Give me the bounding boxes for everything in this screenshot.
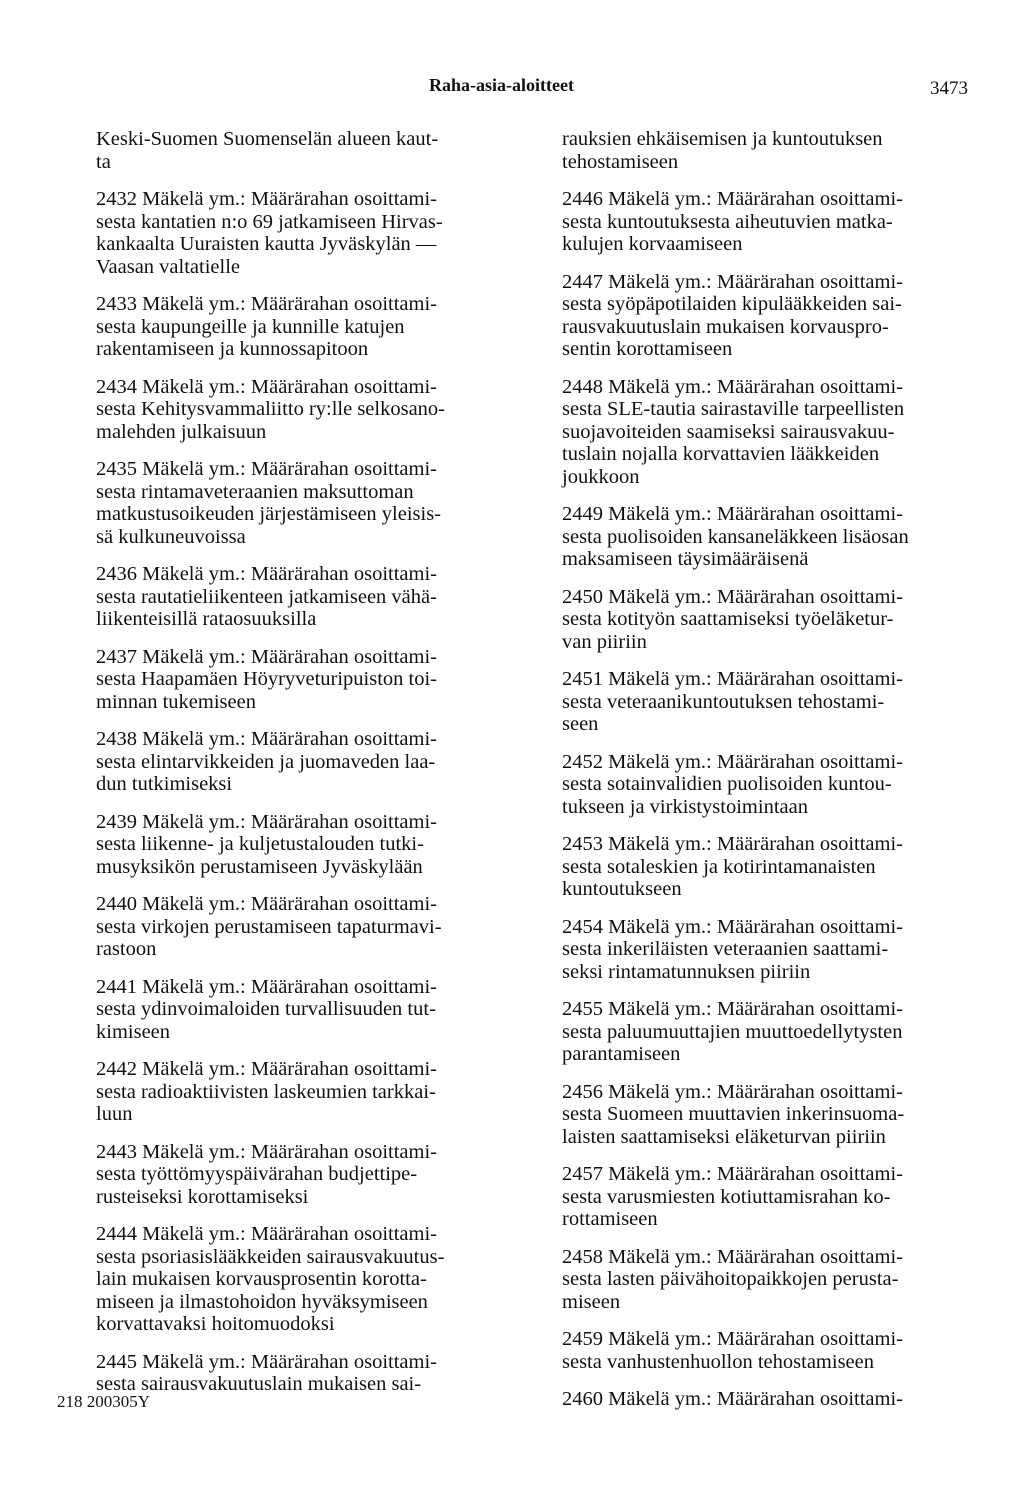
right-column: [562, 128, 978, 1426]
text-line: kulujen korvaamiseen: [562, 233, 743, 255]
text-line: liikenteisillä rataosuuksilla: [96, 608, 317, 630]
motion-entry: [562, 1081, 978, 1149]
text-line: luun: [96, 1103, 133, 1125]
text-line: malehden julkaisuun: [96, 420, 267, 443]
footer-printer-mark: 218 200305Y: [57, 1392, 151, 1411]
text-line: 2454 Mäkelä ym.: Määrärahan osoittami-: [562, 915, 903, 938]
text-line: ta: [96, 150, 111, 173]
motion-entry: [96, 728, 512, 796]
text-line: kankaalta Uuraisten kautta Jyväskylän —: [96, 233, 437, 255]
text-line: 2433 Mäkelä ym.: Määrärahan osoittami-: [96, 293, 437, 315]
page-number: 3473: [930, 78, 968, 99]
text-line: tukseen ja virkistystoimintaan: [562, 795, 808, 818]
text-line: sesta työttömyyspäivärahan budjettipe-: [96, 1163, 418, 1185]
text-line: rakentamiseen ja kunnossapitoon: [96, 338, 369, 360]
motion-entry: [562, 751, 978, 819]
text-line: 2440 Mäkelä ym.: Määrärahan osoittami-: [96, 893, 437, 915]
motion-entry: [96, 1351, 512, 1396]
text-line: 2449 Mäkelä ym.: Määrärahan osoittami-: [562, 503, 903, 525]
text-line: 2438 Mäkelä ym.: Määrärahan osoittami-: [96, 728, 437, 750]
text-line: miseen: [562, 1290, 621, 1313]
text-line: sesta sairausvakuutuslain mukaisen sai-: [96, 1373, 422, 1395]
text-line: rastoon: [96, 938, 157, 960]
text-line: 2451 Mäkelä ym.: Määrärahan osoittami-: [562, 668, 903, 690]
text-line: sesta ydinvoimaloiden turvallisuuden tut-: [96, 998, 436, 1020]
motion-entry: [562, 188, 978, 256]
text-line: 2443 Mäkelä ym.: Määrärahan osoittami-: [96, 1140, 437, 1163]
text-line: Vaasan valtatielle: [96, 255, 241, 278]
text-line: 2456 Mäkelä ym.: Määrärahan osoittami-: [562, 1080, 903, 1103]
text-line: sesta Haapamäen Höyryveturipuiston toi-: [96, 668, 438, 690]
text-line: sesta kuntoutuksesta aiheutuvien matka-: [562, 210, 893, 233]
text-line: suojavoiteiden saamiseksi sairausvakuu-: [562, 420, 895, 443]
text-line: sesta sotaleskien ja kotirintamanaisten: [562, 855, 876, 878]
text-line: rusteiseksi korottamiseksi: [96, 1185, 309, 1208]
motion-entry: [96, 376, 512, 444]
text-line: 2445 Mäkelä ym.: Määrärahan osoittami-: [96, 1350, 437, 1373]
text-line: 2452 Mäkelä ym.: Määrärahan osoittami-: [562, 750, 903, 773]
text-line: Keski-Suomen Suomenselän alueen kaut-: [96, 128, 439, 150]
text-line: sesta paluumuuttajien muuttoedellytysten: [562, 1020, 903, 1043]
text-line: sesta Suomeen muuttavien inkerinsuoma-: [562, 1103, 905, 1125]
text-line: sentin korottamiseen: [562, 338, 733, 360]
motion-entry: [562, 376, 978, 489]
text-line: korvattavaksi hoitomuodoksi: [96, 1313, 335, 1335]
left-column: [96, 128, 512, 1411]
text-line: 2447 Mäkelä ym.: Määrärahan osoittami-: [562, 270, 903, 293]
text-line: 2435 Mäkelä ym.: Määrärahan osoittami-: [96, 458, 437, 480]
text-line: sesta inkeriläisten veteraanien saattami-: [562, 938, 889, 960]
motion-entry: [562, 998, 978, 1066]
motion-entry: [96, 976, 512, 1044]
motion-entry: [562, 833, 978, 901]
running-header: Raha-asia-aloitteet: [429, 75, 574, 95]
text-line: 2444 Mäkelä ym.: Määrärahan osoittami-: [96, 1223, 437, 1245]
motion-entry: [562, 271, 978, 361]
motion-entry: [562, 503, 978, 571]
text-line: sesta Kehitysvammaliitto ry:lle selkosano-: [96, 398, 446, 420]
text-line: rauksien ehkäisemisen ja kuntoutuksen: [562, 128, 883, 150]
text-line: sesta sotainvalidien puolisoiden kuntou-: [562, 773, 892, 795]
text-line: minnan tukemiseen: [96, 690, 256, 713]
text-line: sesta puolisoiden kansaneläkkeen lisäosan: [562, 525, 909, 548]
text-line: 2458 Mäkelä ym.: Määrärahan osoittami-: [562, 1245, 903, 1268]
motion-entry: [562, 916, 978, 984]
text-line: sesta kantatien n:o 69 jatkamiseen Hirvas-: [96, 210, 443, 233]
text-line: lain mukaisen korvausprosentin korotta-: [96, 1268, 427, 1290]
motion-entry: [562, 586, 978, 654]
text-line: sesta syöpäpotilaiden kipulääkkeiden sai-: [562, 293, 902, 315]
text-line: 2460 Mäkelä ym.: Määrärahan osoittami-: [562, 1388, 903, 1410]
motion-entry: [96, 1058, 512, 1126]
motion-entry: [96, 128, 512, 173]
text-line: 2434 Mäkelä ym.: Määrärahan osoittami-: [96, 375, 437, 398]
text-line: 2453 Mäkelä ym.: Määrärahan osoittami-: [562, 833, 903, 855]
text-line: 2441 Mäkelä ym.: Määrärahan osoittami-: [96, 975, 437, 998]
text-line: 2459 Mäkelä ym.: Määrärahan osoittami-: [562, 1328, 903, 1350]
motion-entry: [562, 1163, 978, 1231]
motion-entry: [96, 563, 512, 631]
text-line: kuntoutukseen: [562, 878, 682, 900]
text-line: sä kulkuneuvoissa: [96, 525, 246, 548]
text-line: rottamiseen: [562, 1208, 658, 1230]
motion-entry: [96, 646, 512, 714]
text-line: 2457 Mäkelä ym.: Määrärahan osoittami-: [562, 1163, 903, 1185]
text-line: maksamiseen täysimääräisenä: [562, 548, 809, 570]
motion-entry: [562, 1246, 978, 1314]
text-line: joukkoon: [562, 465, 640, 488]
text-line: seksi rintamatunnuksen piiriin: [562, 960, 811, 983]
motion-entry: [96, 188, 512, 278]
text-line: sesta veteraanikuntoutuksen tehostami-: [562, 690, 885, 713]
text-line: sesta vanhustenhuollon tehostamiseen: [562, 1350, 874, 1373]
motion-entry: [562, 128, 978, 173]
text-line: sesta liikenne- ja kuljetustalouden tutki-: [96, 833, 424, 855]
text-line: sesta SLE-tautia sairastaville tarpeellisten: [562, 398, 905, 420]
text-line: matkustusoikeuden järjestämiseen yleisis-: [96, 503, 442, 525]
text-line: sesta rintamaveteraanien maksuttoman: [96, 480, 414, 503]
motion-entry: [96, 293, 512, 361]
motion-entry: [96, 458, 512, 548]
text-line: 2437 Mäkelä ym.: Määrärahan osoittami-: [96, 645, 437, 668]
text-line: sesta virkojen perustamiseen tapaturmavi-: [96, 915, 442, 938]
text-line: 2446 Mäkelä ym.: Määrärahan osoittami-: [562, 188, 903, 210]
text-line: musyksikön perustamiseen Jyväskylään: [96, 855, 423, 878]
text-line: 2448 Mäkelä ym.: Määrärahan osoittami-: [562, 375, 903, 398]
text-line: sesta psoriasislääkkeiden sairausvakuutus-: [96, 1245, 445, 1268]
motion-entry: [562, 1388, 978, 1411]
text-line: sesta varusmiesten kotiuttamisrahan ko-: [562, 1185, 891, 1208]
text-line: 2436 Mäkelä ym.: Määrärahan osoittami-: [96, 563, 437, 585]
motion-entry: [96, 1141, 512, 1209]
motion-entry: [96, 893, 512, 961]
text-line: dun tutkimiseksi: [96, 773, 233, 795]
motion-entry: [96, 1223, 512, 1336]
text-line: sesta elintarvikkeiden ja juomaveden laa-: [96, 750, 436, 773]
text-line: laisten saattamiseksi eläketurvan piiriin: [562, 1125, 886, 1148]
text-line: seen: [562, 713, 599, 735]
text-line: 2442 Mäkelä ym.: Määrärahan osoittami-: [96, 1058, 437, 1080]
text-line: 2450 Mäkelä ym.: Määrärahan osoittami-: [562, 585, 903, 608]
text-line: rausvakuutuslain mukaisen korvauspro-: [562, 315, 889, 338]
text-line: van piiriin: [562, 630, 647, 653]
text-line: sesta kaupungeille ja kunnille katujen: [96, 315, 405, 338]
text-line: tehostamiseen: [562, 150, 679, 173]
text-line: sesta radioaktiivisten laskeumien tarkkai-: [96, 1080, 436, 1103]
text-line: 2432 Mäkelä ym.: Määrärahan osoittami-: [96, 188, 437, 210]
motion-entry: [562, 668, 978, 736]
motion-entry: [562, 1328, 978, 1373]
text-line: parantamiseen: [562, 1043, 681, 1065]
text-line: kimiseen: [96, 1020, 171, 1043]
text-line: miseen ja ilmastohoidon hyväksymiseen: [96, 1290, 428, 1313]
motion-entry: [96, 811, 512, 879]
text-line: tuslain nojalla korvattavien lääkkeiden: [562, 443, 880, 465]
text-line: 2439 Mäkelä ym.: Määrärahan osoittami-: [96, 810, 437, 833]
text-line: sesta lasten päivähoitopaikkojen perusta-: [562, 1268, 899, 1290]
text-line: sesta rautatieliikenteen jatkamiseen vähä-: [96, 585, 437, 608]
text-line: sesta kotityön saattamiseksi työeläketur-: [562, 608, 894, 630]
text-line: 2455 Mäkelä ym.: Määrärahan osoittami-: [562, 998, 903, 1020]
